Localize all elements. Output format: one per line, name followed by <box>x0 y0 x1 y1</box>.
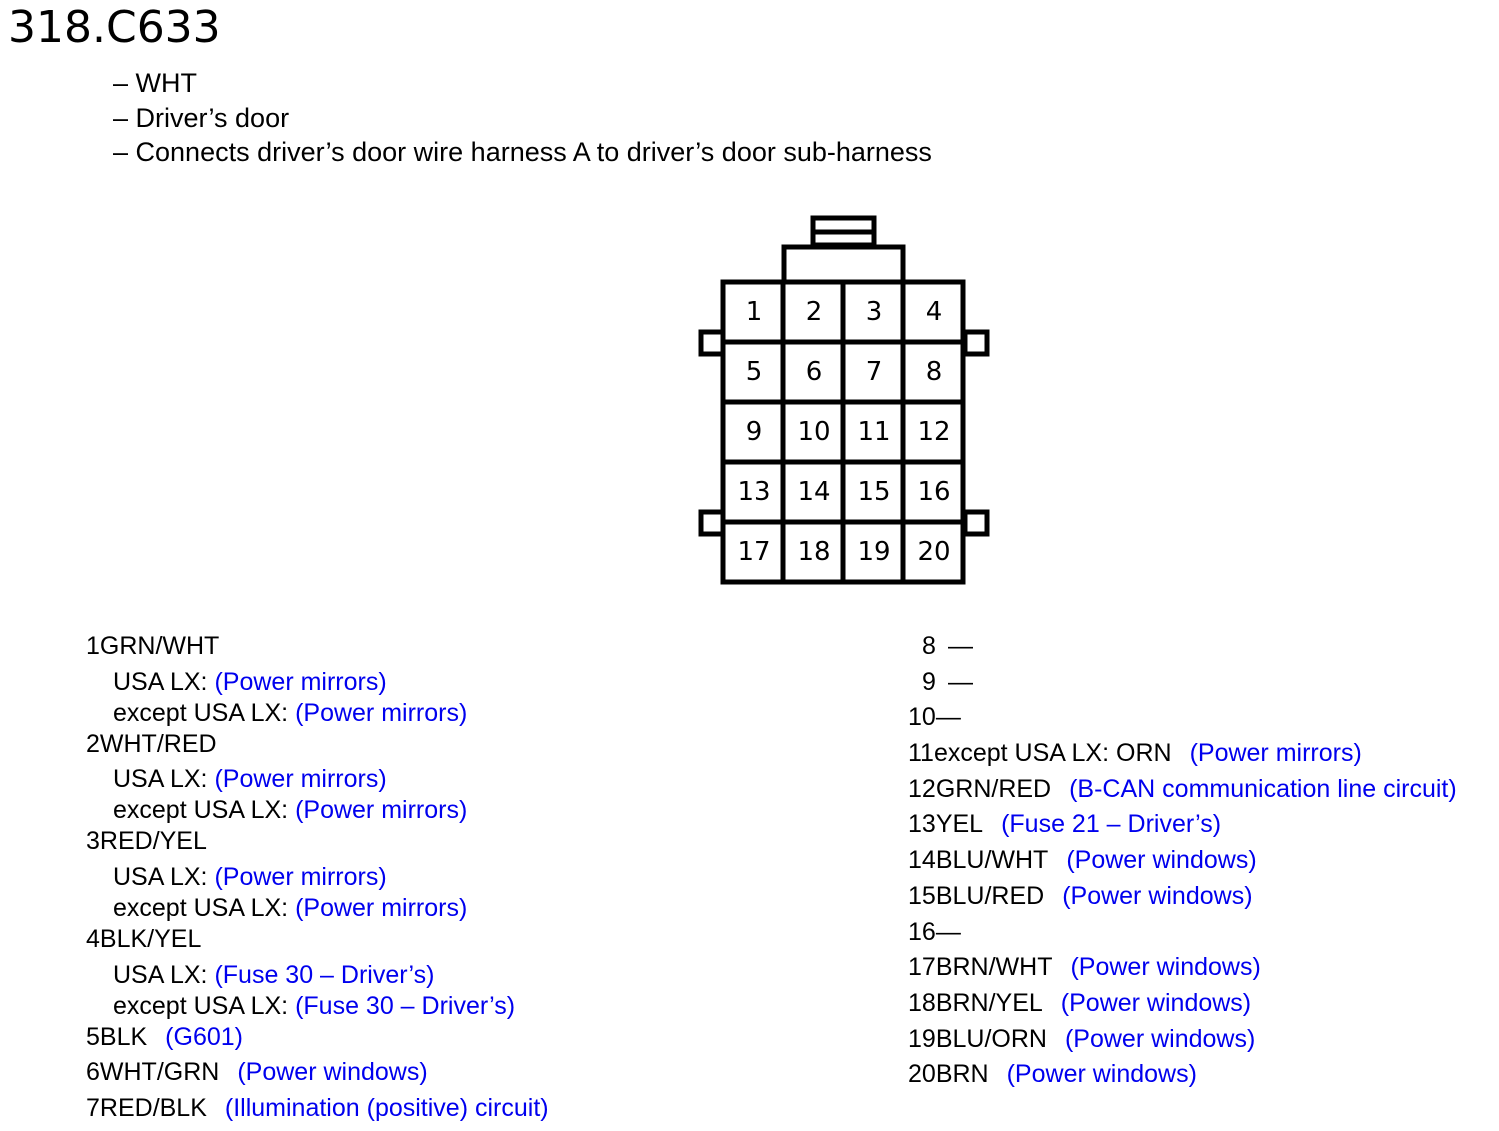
circuit-reference-link[interactable]: (B-CAN communication line circuit) <box>1069 774 1457 803</box>
circuit-reference-link[interactable]: (Power windows) <box>237 1058 428 1087</box>
circuit-reference-link[interactable]: (Fuse 30 – Driver’s) <box>214 960 435 989</box>
pin-row <box>908 630 1457 666</box>
circuit-reference-link[interactable]: (Power windows) <box>1070 953 1261 982</box>
terminal-number: 13 <box>737 477 771 507</box>
wire-color: BRN/WHT <box>935 953 1053 982</box>
pin-row <box>86 728 549 764</box>
note-color: – WHT <box>113 66 932 101</box>
terminal-number: 1 <box>745 297 763 327</box>
pin-row <box>908 951 1457 987</box>
terminal-number: 14 <box>797 477 831 507</box>
pin-number: 17 <box>908 953 936 982</box>
wire-color: YEL <box>935 810 984 839</box>
pin-list-left <box>86 630 549 1128</box>
terminal-number: 19 <box>857 537 891 567</box>
pin-row <box>86 825 549 861</box>
terminal-number: 8 <box>925 357 943 387</box>
pin-row <box>908 1023 1457 1059</box>
connector-lock-tab-left-bottom <box>701 512 723 534</box>
pin-row <box>86 630 549 666</box>
variant-condition: except USA LX: <box>113 796 289 825</box>
pin-row <box>908 844 1457 880</box>
pin-variant-row <box>86 763 549 794</box>
circuit-reference-link[interactable]: (Power mirrors) <box>1189 739 1362 768</box>
pin-row <box>908 1058 1457 1094</box>
pin-row <box>86 923 549 959</box>
wire-color: RED/BLK <box>99 1094 207 1123</box>
pin-row <box>908 808 1457 844</box>
wire-color: BLU/ORN <box>935 1024 1047 1053</box>
pin-number: 3 <box>86 827 100 856</box>
wire-color: WHT/GRN <box>99 1058 220 1087</box>
terminal-number: 7 <box>865 357 883 387</box>
pin-number: 18 <box>908 988 936 1017</box>
pin-row <box>86 1092 549 1128</box>
pin-row <box>908 916 1457 952</box>
wire-color: BRN <box>935 1060 989 1089</box>
pin-variant-row <box>86 697 549 728</box>
pin-number: 6 <box>86 1058 100 1087</box>
pin-number: 13 <box>908 810 936 839</box>
pin-variant-row <box>86 794 549 825</box>
terminal-number: 17 <box>737 537 771 567</box>
circuit-reference-link[interactable]: (Power windows) <box>1006 1060 1197 1089</box>
variant-condition: USA LX: <box>113 667 208 696</box>
circuit-reference-link[interactable]: (Illumination (positive) circuit) <box>224 1094 549 1123</box>
connector-face-diagram <box>698 214 992 588</box>
pin-number: 2 <box>86 729 100 758</box>
pin-variant-row <box>86 990 549 1021</box>
pin-number: 7 <box>86 1094 100 1123</box>
wire-color: RED/YEL <box>99 827 207 856</box>
wire-color: BLK/YEL <box>99 925 202 954</box>
note-location: – Driver’s door <box>113 101 932 136</box>
wire-color: — <box>948 667 973 696</box>
pin-number: 8 <box>922 632 936 660</box>
terminal-number: 5 <box>745 357 763 387</box>
circuit-reference-link[interactable]: (Power mirrors) <box>214 667 387 696</box>
terminal-number: 15 <box>857 477 891 507</box>
variant-condition: USA LX: <box>113 863 208 892</box>
note-description: – Connects driver’s door wire harness A to driver’s door sub-harness <box>113 135 932 170</box>
pin-variant-row <box>86 861 549 892</box>
terminal-number: 6 <box>805 357 823 387</box>
pin-row <box>908 880 1457 916</box>
pin-number: 9 <box>922 667 936 696</box>
circuit-reference-link[interactable]: (Power mirrors) <box>295 894 468 923</box>
wire-color: BLU/WHT <box>935 846 1049 875</box>
connector-lock-tab-left-top <box>701 332 723 354</box>
connector-title: 318.C633 <box>8 2 221 53</box>
terminal-number: 11 <box>857 417 891 447</box>
circuit-reference-link[interactable]: (Fuse 21 – Driver’s) <box>1001 810 1222 839</box>
terminal-number: 12 <box>917 417 951 447</box>
variant-condition: USA LX: <box>113 960 208 989</box>
pin-number: 4 <box>86 925 100 954</box>
circuit-reference-link[interactable]: (G601) <box>165 1022 243 1051</box>
wire-color: except USA LX: ORN <box>933 739 1172 768</box>
pin-row <box>908 987 1457 1023</box>
wire-color: GRN/RED <box>935 774 1052 803</box>
pin-number: 10 <box>908 703 936 732</box>
pin-variant-row <box>86 959 549 990</box>
pin-row <box>86 1056 549 1092</box>
pin-number: 15 <box>908 881 936 910</box>
wire-color: BLK <box>99 1022 148 1051</box>
circuit-reference-link[interactable]: (Power windows) <box>1060 988 1252 1017</box>
wire-color: BRN/YEL <box>935 988 1043 1017</box>
pin-number: 14 <box>908 846 936 875</box>
connector-key <box>784 247 903 282</box>
pin-number: 5 <box>86 1022 100 1051</box>
terminal-number: 10 <box>797 417 831 447</box>
pin-row <box>908 773 1457 809</box>
wire-color: — <box>935 917 961 946</box>
pin-row <box>908 666 1457 702</box>
wire-color: GRN/WHT <box>99 632 220 660</box>
pin-row <box>908 701 1457 737</box>
terminal-number: 2 <box>805 297 823 327</box>
terminal-number: 3 <box>865 297 883 327</box>
connector-lock-tab-right-top <box>965 332 987 354</box>
pin-variant-row <box>86 666 549 697</box>
pin-number: 19 <box>908 1024 936 1053</box>
circuit-reference-link[interactable]: (Power mirrors) <box>295 698 468 727</box>
terminal-number: 16 <box>917 477 951 507</box>
pin-variant-row <box>86 892 549 923</box>
circuit-reference-link[interactable]: (Power windows) <box>1066 846 1257 875</box>
wire-color: — <box>935 703 961 732</box>
variant-condition: except USA LX: <box>113 991 289 1020</box>
terminal-number: 18 <box>797 537 831 567</box>
circuit-reference-link[interactable]: (Power windows) <box>1062 881 1253 910</box>
connector-notes <box>113 66 932 170</box>
wire-color: WHT/RED <box>99 729 217 758</box>
terminal-grid <box>723 282 963 582</box>
variant-condition: USA LX: <box>113 765 208 794</box>
pin-row <box>908 737 1457 773</box>
pin-number: 20 <box>908 1060 936 1089</box>
circuit-reference-link[interactable]: (Fuse 30 – Driver’s) <box>295 991 516 1020</box>
wire-color: BLU/RED <box>935 881 1045 910</box>
connector-lock-tab-right-bottom <box>965 512 987 534</box>
pin-row <box>86 1021 549 1057</box>
circuit-reference-link[interactable]: (Power mirrors) <box>214 863 387 892</box>
pin-number: 1 <box>86 632 100 660</box>
pin-number: 12 <box>908 774 936 803</box>
terminal-number: 20 <box>917 537 951 567</box>
pin-list-right <box>908 630 1457 1094</box>
variant-condition: except USA LX: <box>113 698 289 727</box>
wire-color: — <box>948 632 973 660</box>
terminal-number: 9 <box>745 417 763 447</box>
circuit-reference-link[interactable]: (Power mirrors) <box>214 765 387 794</box>
circuit-reference-link[interactable]: (Power windows) <box>1064 1024 1256 1053</box>
circuit-reference-link[interactable]: (Power mirrors) <box>295 796 468 825</box>
terminal-number: 4 <box>925 297 943 327</box>
variant-condition: except USA LX: <box>113 894 289 923</box>
pin-number: 16 <box>908 917 936 946</box>
pin-number: 11 <box>908 739 934 768</box>
